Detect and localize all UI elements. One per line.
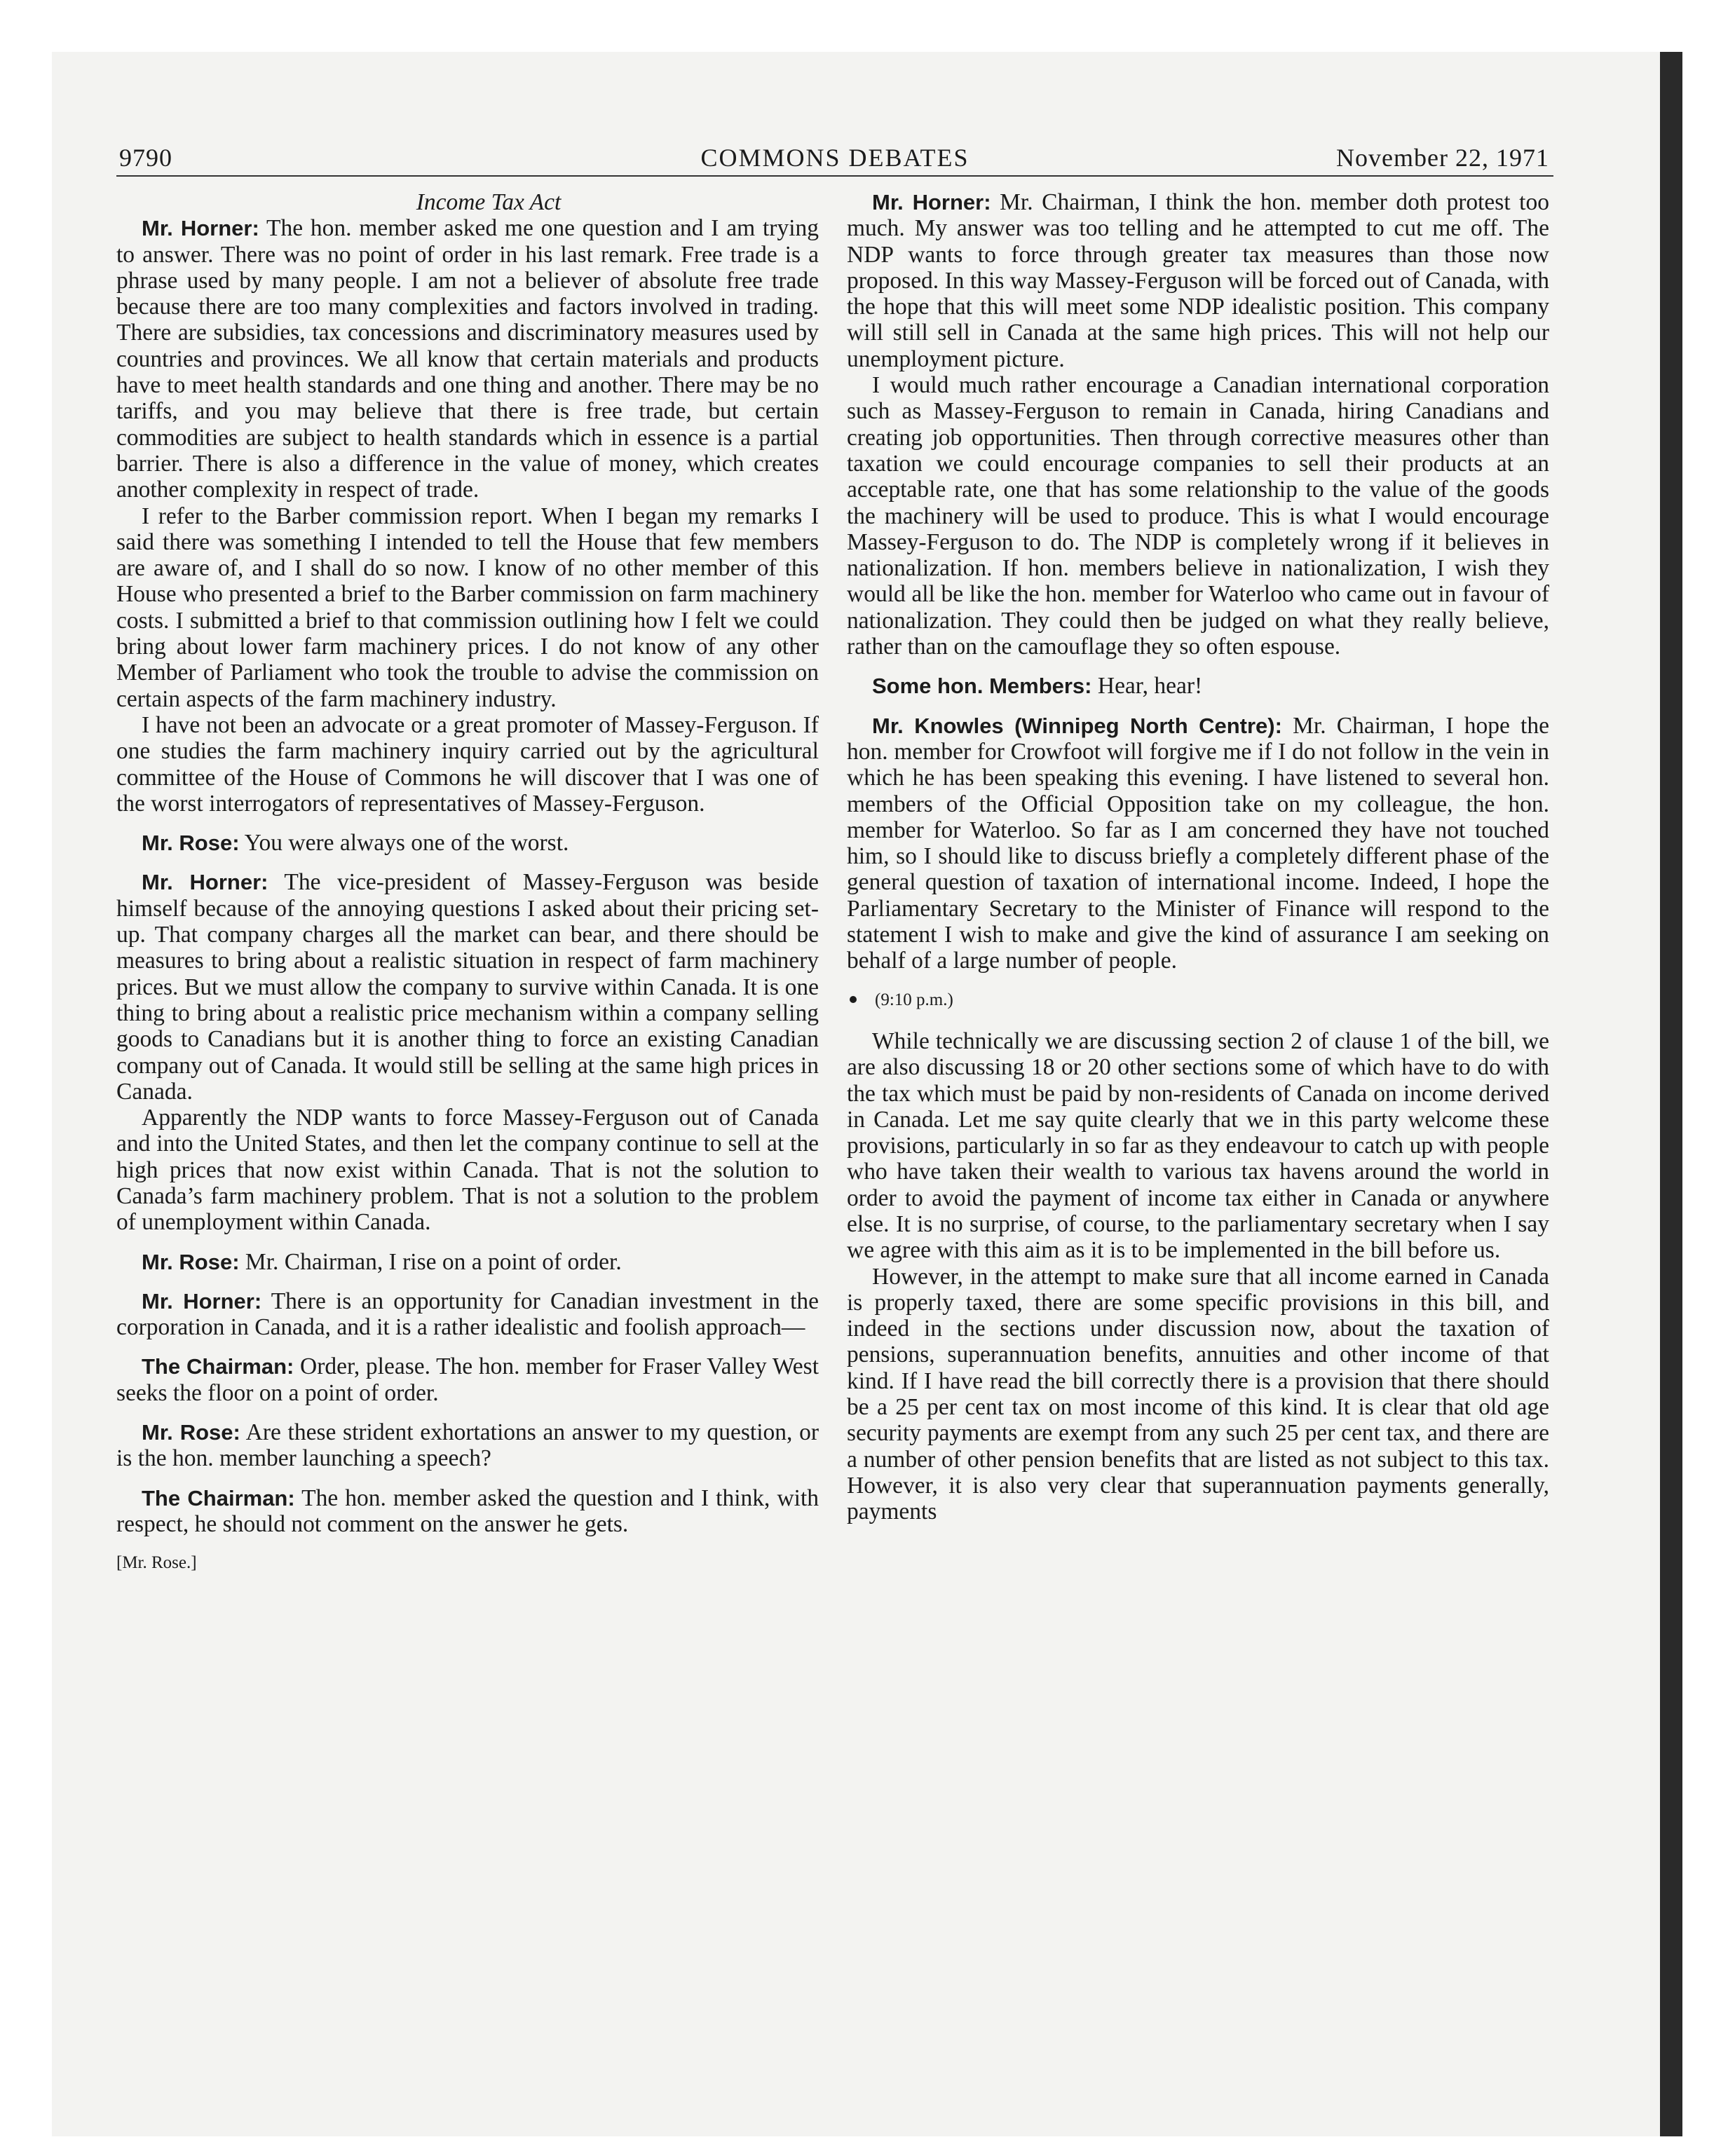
speech-text: You were always one of the worst.	[239, 830, 569, 857]
speaker-name: Some hon. Members:	[872, 674, 1092, 699]
speech-paragraph	[116, 1105, 819, 1235]
speaker-name: Mr. Horner:	[142, 1288, 262, 1314]
speech-paragraph	[116, 1249, 819, 1275]
right-column	[847, 189, 1549, 1525]
speech-paragraph	[116, 712, 819, 817]
speech-paragraph	[116, 1353, 819, 1406]
bullet-dot-icon	[850, 996, 857, 1003]
speaker-name: Mr. Rose:	[142, 1249, 240, 1274]
speech-paragraph	[847, 1264, 1549, 1525]
publication-title: COMMONS DEBATES	[700, 144, 969, 172]
speech-paragraph	[847, 713, 1549, 974]
speech-text: Order, please. The hon. member for Fraser Valley West seeks the floor on a point of order.	[116, 1353, 819, 1406]
speech-paragraph	[847, 673, 1549, 699]
speech-text: Mr. Chairman, I hope the hon. member for Crowfoot will forgive me if I do not follow in the vein in which he has been speaking this evening. I have listened to several hon. members of the Official Opposition take on my colleague, the hon. member for Waterloo. So far as I am concerned they have not touched him, so I should like to discuss briefly a completely different phase of the general question of taxation of international income. Indeed, I hope the Parliamentary Secretary to the Minister of Finance will respond to the statement I wish to make and give the kind of assurance I am seeking on behalf of a large number of people.	[847, 712, 1549, 974]
speech-text: Are these strident exhortations an answer to my question, or is the hon. member launching a speech?	[116, 1419, 819, 1472]
speaker-name: Mr. Rose:	[142, 1420, 240, 1445]
speech-paragraph	[116, 1485, 819, 1538]
speaker-name: Mr. Horner:	[872, 190, 991, 214]
speech-text: While technically we are discussing section 2 of clause 1 of the bill, we are also discussing 18 or 20 other sections some of which have to do with the tax which must be paid by non-residents of Canada on income derived in Canada. Let me say quite clearly that we in this party welcome these provisions, particularly in so far as they endeavour to catch up with people who have taken their wealth to various tax havens around the world in order to avoid the payment of income tax either in Canada or anywhere else. It is no surprise, of course, to the parliamentary secretary when I say we agree with this aim as it is to be implemented in the bill before us.	[847, 1028, 1549, 1264]
speaker-name: Mr. Rose:	[142, 831, 240, 856]
time-stamp-line	[847, 987, 1549, 1013]
speech-text: There is an opportunity for Canadian investment in the corporation in Canada, and it is a rather idealistic and foolish approach—	[116, 1288, 819, 1341]
speech-paragraph	[116, 830, 819, 856]
speech-text: Hear, hear!	[1091, 673, 1203, 700]
speech-text: The vice-president of Massey-Ferguson was beside himself because of the annoying questions I asked about their pricing set-up. That company charges all the market can bear, and there should be measures to bring about a realistic situation in respect of farm machinery prices. But we must allow the company to survive within Canada. It is one thing to bring about a realistic price mechanism within a company selling goods to Canadians but it is another thing to force an existing Canadian company out of Canada. It would still be selling at the same high prices in Canada.	[116, 869, 819, 1105]
speech-paragraph	[847, 372, 1549, 660]
speaker-name: Mr. Knowles (Winnipeg North Centre):	[872, 713, 1282, 738]
speaker-name: The Chairman:	[142, 1354, 294, 1379]
speech-text: However, in the attempt to make sure that all income earned in Canada is properly taxed, there are some specific provisions in this bill, and indeed in the sections under discussion now, about the taxation of pensions, superannuation benefits, annuities and other income of that kind. If I have read the bill correctly there is a provision that there should be a 25 per cent tax on most income of this kind. It is clear that old age security payments are exempt from any such 25 per cent tax, and there are a number of other pension benefits that are listed as not subject to this tax. However, it is also very clear that superannuation payments generally, payments	[847, 1263, 1549, 1525]
speech-text: I refer to the Barber commission report. When I began my remarks I said there was something I intended to tell the House that few members are aware of, and I shall do so now. I know of no other member of this House who presented a brief to the Barber commission on farm machinery costs. I submitted a brief to that commission outlining how I felt we could bring about lower farm machinery prices. I do not know of any other Member of Parliament who took the trouble to advise the commission on certain aspects of the farm machinery industry.	[116, 503, 819, 712]
speech-text: I have not been an advocate or a great promoter of Massey-Ferguson. If one studies the farm machinery inquiry carried out by the agricultural committee of the House of Commons he will discover that I was one of the worst interrogators of representatives of Massey-Ferguson.	[116, 711, 819, 817]
page-header	[116, 140, 1553, 177]
speech-paragraph	[116, 1288, 819, 1341]
section-title: Income Tax Act	[416, 189, 562, 215]
speech-text: Mr. Chairman, I think the hon. member doth protest too much. My answer was too telling and he attempted to cut me off. The NDP wants to force through greater tax measures than those now proposed. In this way Massey-Ferguson will be forced out of Canada, with the hope that this will meet some NDP idealistic position. This company will still sell in Canada at the same high prices. This will not help our unemployment picture.	[847, 189, 1549, 372]
page-number: 9790	[119, 144, 172, 172]
speaker-name: The Chairman:	[142, 1485, 295, 1510]
speech-paragraph	[847, 1028, 1549, 1264]
left-column	[116, 189, 819, 1576]
speech-paragraph	[116, 215, 819, 503]
issue-date: November 22, 1971	[1336, 144, 1549, 172]
speech-text: The hon. member asked me one question and I am trying to answer. There was no point of order in his last remark. Free trade is a phrase used by many people. I am not a believer of absolute free trade because there are too many complexities and factors involved in trading. There are subsidies, tax concessions and discriminatory measures used by countries and provinces. We all know that certain materials and products have to meet health standards and one thing and another. There may be no tariffs, and you may believe that there is free trade, but certain commodities are subject to health standards which in essence is a partial barrier. There is also a difference in the value of money, which creates another complexity in respect of trade.	[116, 215, 819, 503]
page-edge-shadow	[1660, 52, 1682, 2136]
speech-text: Mr. Chairman, I rise on a point of order.	[239, 1248, 622, 1275]
speech-text: I would much rather encourage a Canadian international corporation such as Massey-Ferguson to remain in Canada, hiring Canadians and creating job opportunities. Then through corrective measures other than taxation we could encourage companies to sell their products at an acceptable rate, one that has some relationship to the value of the goods the machinery will be used to produce. This is what I would encourage Massey-Ferguson to do. The NDP is completely wrong if it believes in nationalization. If hon. members believe in nationalization, I wish they would all be like the hon. member for Waterloo who came out in favour of nationalization. They could then be judged on what they really believe, rather than on the camouflage they so often espouse.	[847, 372, 1549, 660]
speech-paragraph	[116, 1419, 819, 1472]
time-stamp: (9:10 p.m.)	[875, 990, 953, 1009]
speaker-name: Mr. Horner:	[142, 870, 268, 895]
speech-text: The hon. member asked the question and I think, with respect, he should not comment on the answer he gets.	[116, 1485, 819, 1537]
speech-paragraph	[116, 869, 819, 1105]
speech-paragraph	[116, 503, 819, 712]
footnote: [Mr. Rose.]	[116, 1553, 197, 1573]
speech-text: Apparently the NDP wants to force Massey-Ferguson out of Canada and into the United States, and then let the company continue to sell at the high prices that now exist within Canada. That is not the solution to Canada’s farm machinery problem. That is not a solution to the problem of unemployment within Canada.	[116, 1105, 819, 1236]
speech-paragraph	[847, 189, 1549, 372]
speaker-name: Mr. Horner:	[142, 216, 259, 241]
